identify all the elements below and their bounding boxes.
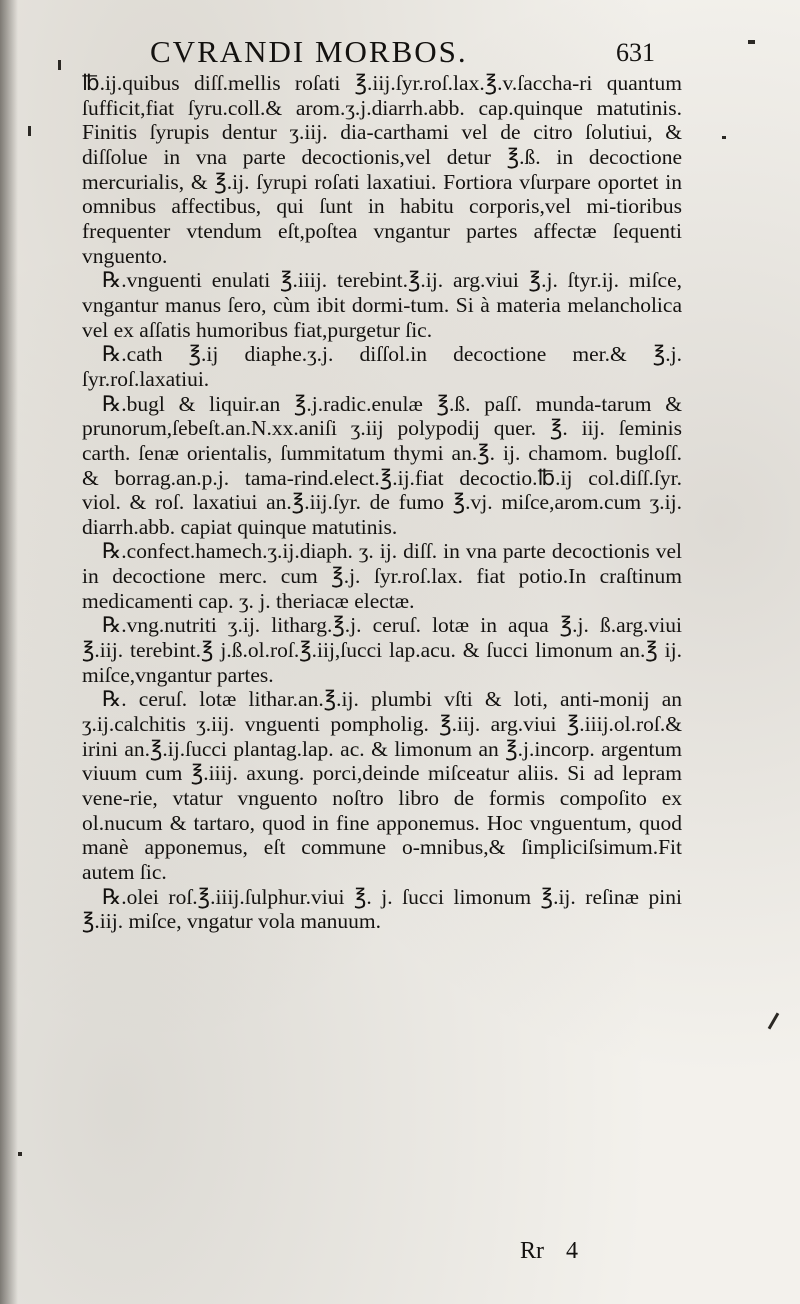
paragraph-1: ℔.ij.quibus diſſ.mellis roſati ℥.iij.ſyr.roſ.lax.℥.v.ſaccha-ri quantum ſufficit,fiat ſyru.coll.& arom.ʒ.j.diarrh.abb. cap.quinque matutinis. Finitis ſyrupis dentur ʒ.iij. dia-carthami vel de citro ſolutiui, & diſſolue in vna parte decoctionis,vel detur ℥.ß. in decoctione mercurialis, & ℥.ij. ſyrupi roſati laxatiui. Fortiora vſurpare oportet in omnibus affectibus, qui ſunt in habitu corporis,vel mi-tioribus frequenter vtendum eſt,poſtea vngantur partes affectæ ſequenti vnguento. bbox=[82, 71, 682, 268]
page-number: 631 bbox=[616, 38, 655, 67]
paragraph-4: ℞.bugl & liquir.an ℥.j.radic.enulæ ℥.ß. paſſ. munda-tarum & prunorum,ſebeſt.an.N.xx.aniſi ʒ.iij polypodij quer. ℥. iij. ſeminis carth. ſenæ orientalis, ſummitatum thymi an.℥. ij. chamom. bugloſſ. & borrag.an.p.j. tama-rind.elect.℥.ij.fiat decoctio.℔.ij col.diſſ.ſyr. viol. & roſ. laxatiui an.℥.iij.ſyr. de fumo ℥.vj. miſce,arom.cum ʒ.ij. diarrh.abb. capiat quinque matutinis. bbox=[82, 391, 682, 539]
paragraph-7: ℞. ceruſ. lotæ lithar.an.℥.ij. plumbi vſti & loti, anti-monij an ʒ.ij.calchitis ʒ.iij. vnguenti pompholig. ℥.iij. arg.viui ℥.iiij.ol.roſ.& irini an.℥.ij.ſucci plantag.lap. ac. & limonum an ℥.j.incorp. argentum viuum cum ℥.iiij. axung. porci,deinde miſceatur aliis. Si ad lepram vene-rie, vtatur vnguento noſtro libro de formis compoſito ex ol.nucum & tartaro, quod in fine apponemus. Hoc vnguentum, quod manè apponemus, eſt commune o-mnibus,& ſimpliciſsimum.Fit autem ſic. bbox=[82, 687, 682, 884]
ink-speck bbox=[28, 126, 31, 136]
body-text bbox=[82, 71, 682, 934]
ink-speck bbox=[722, 136, 726, 139]
page-edge-shadow bbox=[0, 0, 18, 1304]
signature-mark: 4 bbox=[566, 1238, 578, 1264]
running-title: CVRANDI MORBOS. bbox=[150, 34, 468, 69]
ink-speck bbox=[748, 40, 755, 44]
paragraph-5: ℞.confect.hamech.ʒ.ij.diaph. ʒ. ij. diſſ. in vna parte decoctionis vel in decoctione merc. cum ℥.j. ſyr.roſ.lax. fiat potio.In craſtinum medicamenti cap. ʒ. j. theriacæ electæ. bbox=[82, 539, 682, 613]
ink-speck bbox=[58, 60, 61, 70]
paragraph-6: ℞.vng.nutriti ʒ.ij. litharg.℥.j. ceruſ. lotæ in aqua ℥.j. ß.arg.viui ℥.iij. terebint.℥ j.ß.ol.roſ.℥.iij,ſucci lap.acu. & ſucci limonum an.℥ ij. miſce,vngantur partes. bbox=[82, 613, 682, 687]
paragraph-3: ℞.cath ℥.ij diaphe.ʒ.j. diſſol.in decoctione mer.& ℥.j. ſyr.roſ.laxatiui. bbox=[82, 342, 682, 391]
paragraph-2: ℞.vnguenti enulati ℥.iiij. terebint.℥.ij. arg.viui ℥.j. ſtyr.ij. miſce, vngantur manus ſero, cùm ibit dormi-tum. Si à materia melancholica vel ex aſſatis humoribus fiat,purgetur ſic. bbox=[82, 268, 682, 342]
ink-speck bbox=[768, 1012, 780, 1029]
ink-speck bbox=[18, 1152, 22, 1156]
catchword: Rr bbox=[520, 1238, 544, 1264]
paragraph-8: ℞.olei roſ.℥.iiij.ſulphur.viui ℥. j. ſucci limonum ℥.ij. reſinæ pini ℥.iij. miſce, vngatur vola manuum. bbox=[82, 884, 682, 934]
page-header bbox=[0, 28, 800, 68]
